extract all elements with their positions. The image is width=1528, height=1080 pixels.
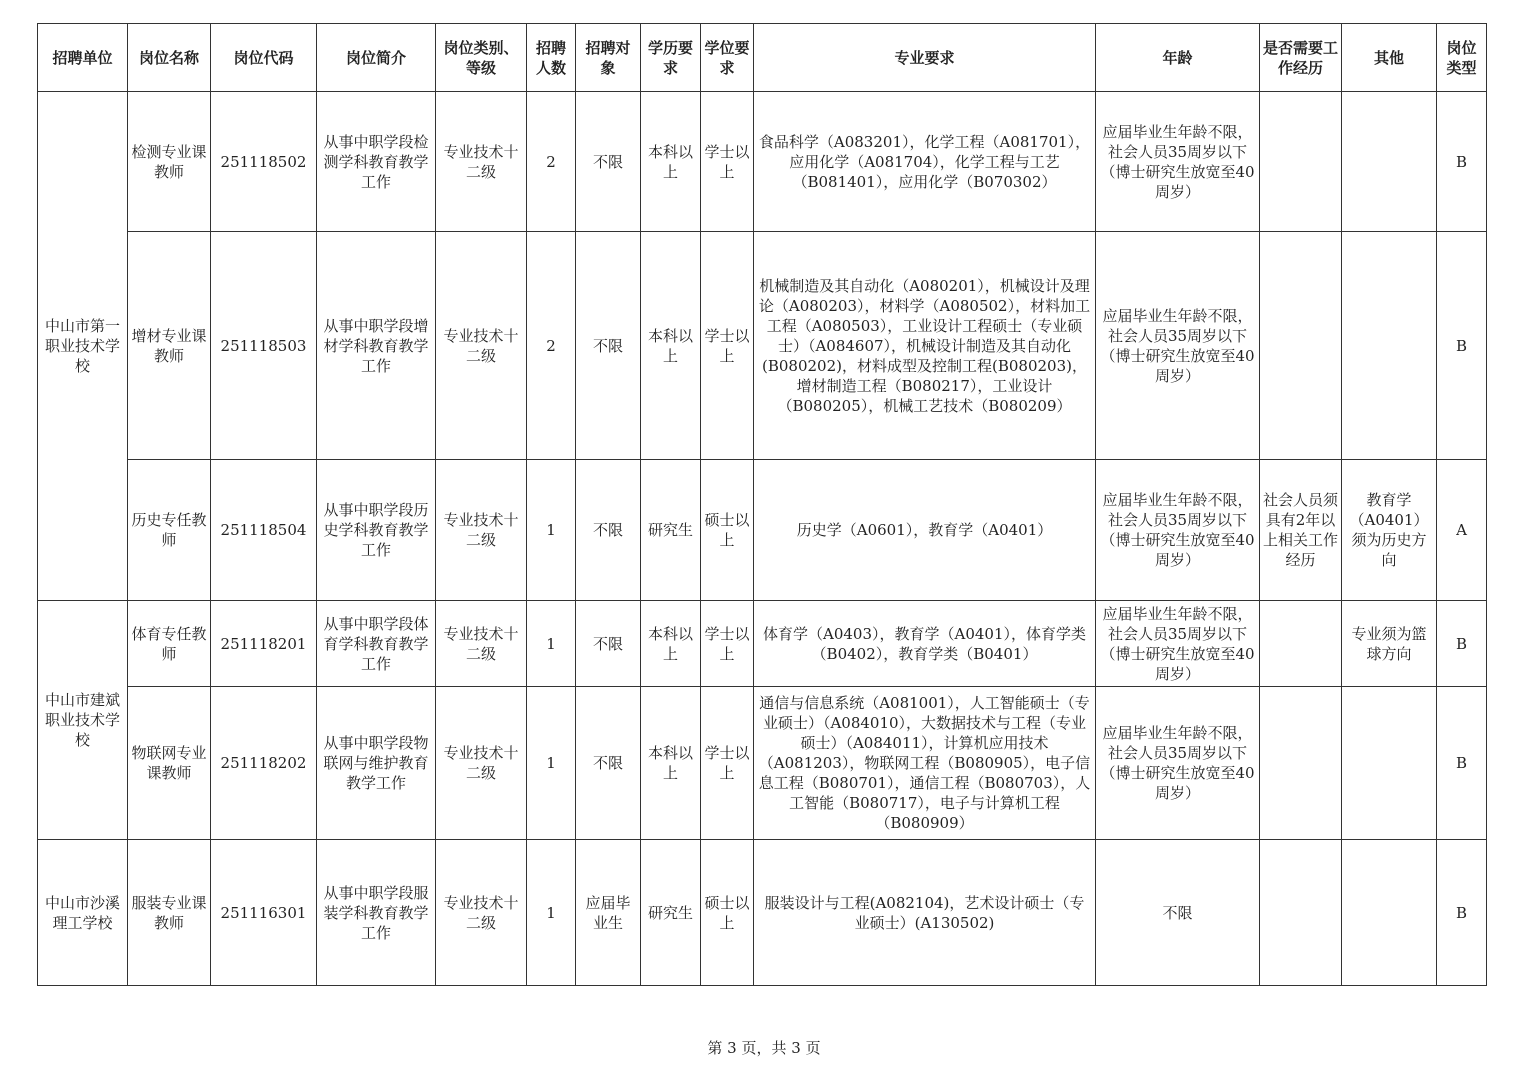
- education-cell: 研究生: [641, 460, 701, 601]
- other-cell: [1342, 687, 1437, 840]
- unit-cell: 中山市第一职业技术学校: [38, 92, 128, 601]
- code-cell: 251118201: [211, 601, 317, 687]
- count-cell: 2: [527, 232, 576, 460]
- header-experience: 是否需要工作经历: [1260, 24, 1342, 92]
- education-cell: 本科以上: [641, 232, 701, 460]
- header-age: 年龄: [1096, 24, 1260, 92]
- code-cell: 251116301: [211, 840, 317, 986]
- header-unit: 招聘单位: [38, 24, 128, 92]
- age-cell: 应届毕业生年龄不限，社会人员35周岁以下（博士研究生放宽至40周岁）: [1096, 687, 1260, 840]
- header-count: 招聘人数: [527, 24, 576, 92]
- other-cell: [1342, 840, 1437, 986]
- code-cell: 251118504: [211, 460, 317, 601]
- experience-cell: [1260, 687, 1342, 840]
- target-cell: 不限: [576, 460, 641, 601]
- code-cell: 251118502: [211, 92, 317, 232]
- experience-cell: [1260, 601, 1342, 687]
- education-cell: 本科以上: [641, 601, 701, 687]
- degree-cell: 学士以上: [701, 601, 754, 687]
- table-row: [38, 460, 1487, 601]
- count-cell: 1: [527, 460, 576, 601]
- type-cell: B: [1437, 92, 1487, 232]
- count-cell: 1: [527, 601, 576, 687]
- other-cell: [1342, 232, 1437, 460]
- table-row: [38, 92, 1487, 232]
- header-degree: 学位要求: [701, 24, 754, 92]
- education-cell: 本科以上: [641, 92, 701, 232]
- type-cell: B: [1437, 687, 1487, 840]
- age-cell: 应届毕业生年龄不限，社会人员35周岁以下（博士研究生放宽至40周岁）: [1096, 92, 1260, 232]
- page-number: 第 3 页，共 3 页: [707, 1039, 821, 1057]
- table-row: [38, 840, 1487, 986]
- other-cell: 教育学（A0401）须为历史方向: [1342, 460, 1437, 601]
- count-cell: 1: [527, 840, 576, 986]
- age-cell: 不限: [1096, 840, 1260, 986]
- experience-cell: [1260, 840, 1342, 986]
- header-type: 岗位类型: [1437, 24, 1487, 92]
- experience-cell: [1260, 232, 1342, 460]
- header-education: 学历要求: [641, 24, 701, 92]
- table-row: [38, 232, 1487, 460]
- major-cell: 体育学（A0403），教育学（A0401），体育学类（B0402），教育学类（B0401）: [754, 601, 1096, 687]
- title-cell: 服装专业课教师: [128, 840, 211, 986]
- major-cell: 机械制造及其自动化（A080201），机械设计及理论（A080203），材料学（A080502），材料加工工程（A080503），工业设计工程硕士（专业硕士）（A084607），机械设计制造及其自动化(B080202)，材料成型及控制工程(B080203)，增材制造工程（B080217），工业设计（B080205），机械工艺技术（B080209）: [754, 232, 1096, 460]
- degree-cell: 学士以上: [701, 687, 754, 840]
- header-code: 岗位代码: [211, 24, 317, 92]
- type-cell: B: [1437, 840, 1487, 986]
- age-cell: 应届毕业生年龄不限，社会人员35周岁以下（博士研究生放宽至40周岁）: [1096, 232, 1260, 460]
- target-cell: 不限: [576, 232, 641, 460]
- experience-cell: [1260, 92, 1342, 232]
- header-major: 专业要求: [754, 24, 1096, 92]
- title-cell: 增材专业课教师: [128, 232, 211, 460]
- experience-cell: 社会人员须具有2年以上相关工作经历: [1260, 460, 1342, 601]
- major-cell: 食品科学（A083201），化学工程（A081701），应用化学（A081704），化学工程与工艺（B081401），应用化学（B070302）: [754, 92, 1096, 232]
- intro-cell: 从事中职学段物联网与维护教育教学工作: [317, 687, 436, 840]
- level-cell: 专业技术十二级: [436, 460, 527, 601]
- header-intro: 岗位简介: [317, 24, 436, 92]
- target-cell: 应届毕业生: [576, 840, 641, 986]
- intro-cell: 从事中职学段增材学科教育教学工作: [317, 232, 436, 460]
- count-cell: 1: [527, 687, 576, 840]
- intro-cell: 从事中职学段历史学科教育教学工作: [317, 460, 436, 601]
- recruitment-table: [37, 23, 1487, 986]
- title-cell: 检测专业课教师: [128, 92, 211, 232]
- header-title: 岗位名称: [128, 24, 211, 92]
- level-cell: 专业技术十二级: [436, 232, 527, 460]
- header-other: 其他: [1342, 24, 1437, 92]
- degree-cell: 学士以上: [701, 92, 754, 232]
- title-cell: 体育专任教师: [128, 601, 211, 687]
- age-cell: 应届毕业生年龄不限，社会人员35周岁以下（博士研究生放宽至40周岁）: [1096, 460, 1260, 601]
- intro-cell: 从事中职学段服装学科教育教学工作: [317, 840, 436, 986]
- target-cell: 不限: [576, 601, 641, 687]
- type-cell: B: [1437, 601, 1487, 687]
- header-level: 岗位类别、等级: [436, 24, 527, 92]
- level-cell: 专业技术十二级: [436, 687, 527, 840]
- level-cell: 专业技术十二级: [436, 840, 527, 986]
- education-cell: 本科以上: [641, 687, 701, 840]
- other-cell: [1342, 92, 1437, 232]
- title-cell: 物联网专业课教师: [128, 687, 211, 840]
- type-cell: A: [1437, 460, 1487, 601]
- degree-cell: 硕士以上: [701, 460, 754, 601]
- header-row: [38, 24, 1487, 92]
- code-cell: 251118202: [211, 687, 317, 840]
- degree-cell: 学士以上: [701, 232, 754, 460]
- code-cell: 251118503: [211, 232, 317, 460]
- type-cell: B: [1437, 232, 1487, 460]
- count-cell: 2: [527, 92, 576, 232]
- education-cell: 研究生: [641, 840, 701, 986]
- major-cell: 通信与信息系统（A081001），人工智能硕士（专业硕士）（A084010），大数据技术与工程（专业硕士）（A084011），计算机应用技术（A081203），物联网工程（B080905），电子信息工程（B080701），通信工程（B080703），人工智能（B080717），电子与计算机工程（B080909）: [754, 687, 1096, 840]
- intro-cell: 从事中职学段检测学科教育教学工作: [317, 92, 436, 232]
- unit-cell: 中山市建斌职业技术学校: [38, 601, 128, 840]
- target-cell: 不限: [576, 687, 641, 840]
- age-cell: 应届毕业生年龄不限，社会人员35周岁以下（博士研究生放宽至40周岁）: [1096, 601, 1260, 687]
- level-cell: 专业技术十二级: [436, 601, 527, 687]
- unit-cell: 中山市沙溪理工学校: [38, 840, 128, 986]
- level-cell: 专业技术十二级: [436, 92, 527, 232]
- major-cell: 历史学（A0601），教育学（A0401）: [754, 460, 1096, 601]
- other-cell: 专业须为篮球方向: [1342, 601, 1437, 687]
- target-cell: 不限: [576, 92, 641, 232]
- header-target: 招聘对象: [576, 24, 641, 92]
- degree-cell: 硕士以上: [701, 840, 754, 986]
- intro-cell: 从事中职学段体育学科教育教学工作: [317, 601, 436, 687]
- title-cell: 历史专任教师: [128, 460, 211, 601]
- major-cell: 服装设计与工程(A082104)，艺术设计硕士（专业硕士）(A130502): [754, 840, 1096, 986]
- table-row: [38, 687, 1487, 840]
- table-row: [38, 601, 1487, 687]
